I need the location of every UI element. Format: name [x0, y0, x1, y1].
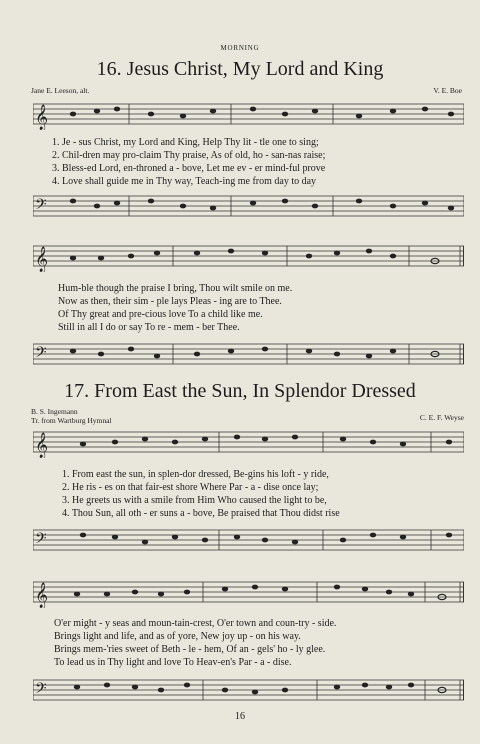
svg-text:𝄞: 𝄞 — [35, 582, 49, 607]
hymn-16-composer: V. E. Boe — [433, 86, 462, 95]
hymn-16-treble-staff-1 — [33, 100, 464, 130]
hymn-17-verse-1-line-2: O'er might - y seas and moun-tain-crest, O'er town and coun-try - side. — [54, 618, 337, 629]
hymn-16-verse-1-line-2: Hum-ble though the praise I bring, Thou wilt smile on me. — [58, 283, 293, 294]
running-head: MORNING — [220, 44, 260, 52]
hymn-17-bass-staff-2 — [33, 676, 464, 706]
hymn-17-verse-4-line-2: To lead us in Thy light and love To Heav-en's Par - a - dise. — [54, 657, 292, 668]
hymn-17-verse-4-line-1: 4. Thou Sun, all oth - er suns a - bove, Be praised that Thou didst rise — [62, 508, 340, 519]
hymn-17-bass-staff-1 — [33, 526, 464, 556]
svg-text:𝄢: 𝄢 — [35, 344, 47, 364]
hymn-17-treble-staff-1 — [33, 428, 464, 458]
page-number: 16 — [235, 711, 245, 722]
hymn-16-title: 16. Jesus Christ, My Lord and King — [96, 58, 384, 80]
hymn-17-verse-3-line-1: 3. He greets us with a smile from Him Who caused the light to be, — [62, 495, 327, 506]
svg-text:𝄞: 𝄞 — [35, 104, 49, 129]
svg-text:𝄢: 𝄢 — [35, 196, 47, 216]
hymn-16-verse-2-line-2: Now as then, their sim - ple lays Pleas - ing are to Thee. — [58, 296, 282, 307]
hymn-16-verse-3-line-1: 3. Bless-ed Lord, en-throned a - bove, Let me ev - er mind-ful prove — [52, 163, 326, 174]
hymn-16-verse-4-line-1: 4. Love shall guide me in Thy way, Teach-ing me from day to day — [52, 176, 317, 187]
hymn-16-author: Jane E. Leeson, alt. — [31, 86, 90, 95]
svg-text:𝄞: 𝄞 — [35, 432, 49, 457]
hymn-16-treble-staff-2 — [33, 242, 464, 272]
hymn-17-verse-1-line-1: 1. From east the sun, in splen-dor dressed, Be-gins his loft - y ride, — [62, 469, 329, 480]
svg-text:𝄢: 𝄢 — [35, 530, 47, 550]
svg-text:𝄢: 𝄢 — [35, 680, 47, 700]
hymn-17-translator: Tr. from Wartburg Hymnal — [31, 416, 112, 425]
hymn-16-verse-3-line-2: Of Thy great and pre-cious love To a child like me. — [58, 309, 263, 320]
hymn-16-verse-2-line-1: 2. Chil-dren may pro-claim Thy praise, As of old, ho - san-nas raise; — [52, 150, 326, 161]
hymn-17-author: B. S. Ingemann — [31, 407, 78, 416]
hymn-16-bass-staff-2 — [33, 340, 464, 370]
hymn-17-composer: C. E. F. Weyse — [419, 413, 464, 422]
hymn-17-verse-2-line-2: Brings light and life, and as of yore, New joy up - on his way. — [54, 631, 301, 642]
svg-text:𝄞: 𝄞 — [35, 246, 49, 271]
hymn-17-title: 17. From East the Sun, In Splendor Dressed — [64, 380, 416, 402]
hymn-16-verse-1-line-1: 1. Je - sus Christ, my Lord and King, Help Thy lit - tle one to sing; — [52, 137, 319, 148]
hymn-17-treble-staff-2 — [33, 578, 464, 608]
hymn-17-verse-3-line-2: Brings mem-'ries sweet of Beth - le - hem, Of an - gels' ho - ly glee. — [54, 644, 326, 655]
hymn-16-verse-4-line-2: Still in all I do or say To re - mem - ber Thee. — [58, 322, 240, 333]
hymn-16-bass-staff-1 — [33, 192, 464, 222]
hymn-17-verse-2-line-1: 2. He ris - es on that fair-est shore Where Par - a - dise once lay; — [62, 482, 319, 493]
